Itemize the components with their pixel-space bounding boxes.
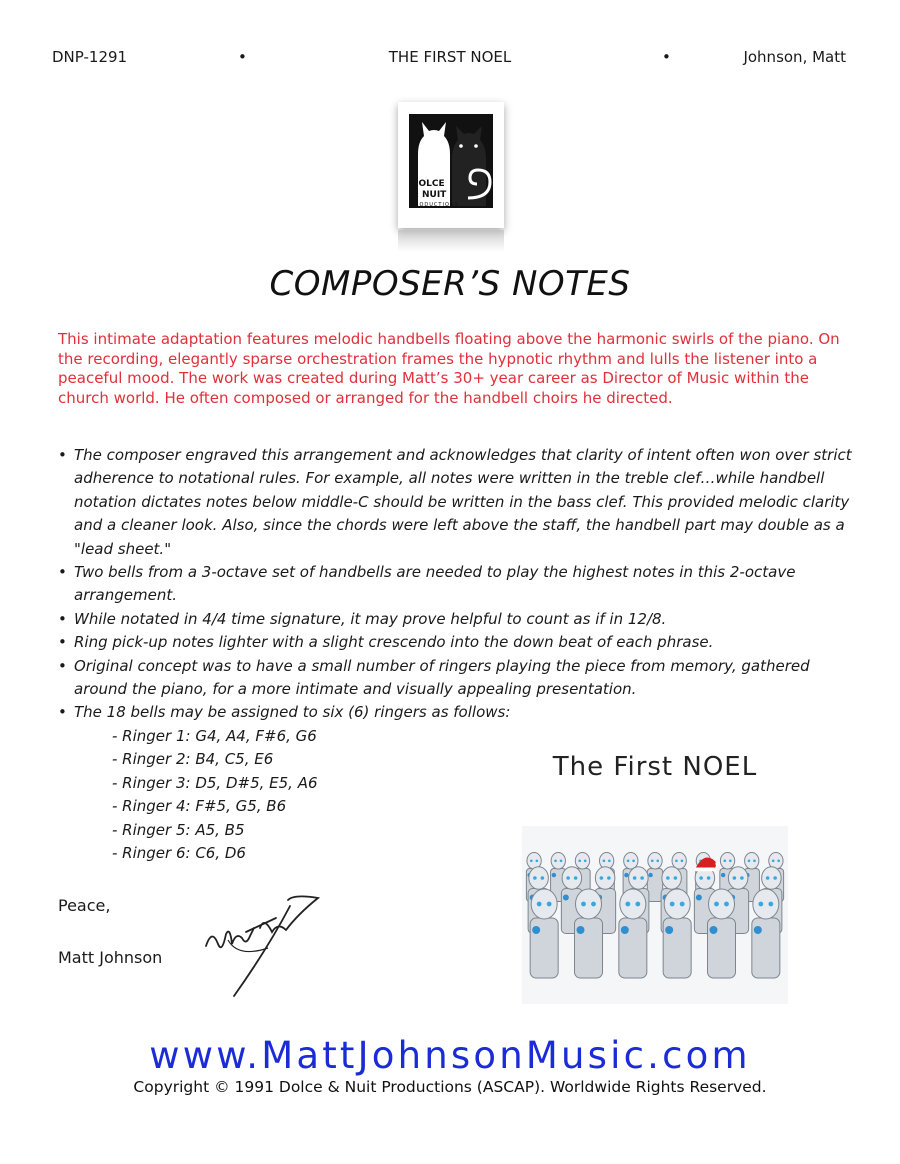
list-item-text: The 18 bells may be assigned to six (6) ringers as follows: [74, 703, 511, 722]
closing-salutation: Peace, [58, 896, 111, 915]
list-item: • While notated in 4/4 time signature, it may prove helpful to count as if in 12/8. [58, 608, 858, 631]
copyright-notice: Copyright © 1991 Dolce & Nuit Productions (ASCAP). Worldwide Rights Reserved. [133, 1078, 767, 1096]
svg-text:DOLCE: DOLCE [411, 179, 445, 189]
header-separator: • [238, 48, 247, 66]
ringer-item: - Ringer 4: F#5, G5, B6 [112, 797, 287, 816]
header-author: Johnson, Matt [743, 48, 846, 66]
svg-text:PRODUCTIONS: PRODUCTIONS [411, 202, 459, 208]
ringer-item: - Ringer 2: B4, C5, E6 [112, 750, 274, 769]
page-title: COMPOSER’S NOTES [269, 264, 631, 304]
signer-name: Matt Johnson [58, 948, 163, 967]
robot-choir-icon [522, 826, 788, 1004]
list-item: • Two bells from a 3-octave set of handbells are needed to play the highest notes in this 2-octave arrangement. [58, 561, 858, 608]
ringer-item: - Ringer 1: G4, A4, F#6, G6 [112, 726, 317, 745]
list-item: • The composer engraved this arrangement and acknowledges that clarity of intent often won over strict adherence to notational rules. For example, all notes were written in the treble clef…while handbell notation dictates notes below middle-C should be written in the bass clef. This provided melodic clarity and a cleaner look. Also, since the chords were left above the staff, the handbell part may double as a "lead sheet." [58, 444, 858, 561]
album-cover-image [522, 826, 788, 1004]
ringer-item: - Ringer 6: C6, D6 [112, 843, 246, 862]
publisher-logo [392, 102, 510, 252]
catalog-code: DNP-1291 [52, 48, 128, 66]
website-link[interactable]: www.MattJohnsonMusic.com [149, 1034, 751, 1077]
signature-icon [198, 888, 328, 1000]
ringer-item: - Ringer 3: D5, D#5, E5, A6 [112, 773, 318, 792]
logo-reflection [398, 230, 504, 252]
ringer-item: - Ringer 5: A5, B5 [112, 820, 245, 839]
intro-paragraph: This intimate adaptation features melodic handbells floating above the harmonic swirls of the piano. On the recording, elegantly sparse orchestration frames the hypnotic rhythm and lulls the listener into a peaceful mood. The work was created during Matt’s 30+ year career as Director of Music within the church world. He often composed or arranged for the handbell choirs he directed. [58, 330, 840, 407]
list-item: • Original concept was to have a small number of ringers playing the piece from memory, gathered around the piano, for a more intimate and visually appealing presentation. [58, 655, 858, 702]
cats-logo-icon [398, 102, 504, 228]
notes-list [58, 444, 858, 865]
album-title: The First NOEL [552, 752, 758, 782]
page-header [0, 48, 900, 70]
header-separator: • [662, 48, 671, 66]
list-item: • Ring pick-up notes lighter with a slight crescendo into the down beat of each phrase. [58, 631, 858, 654]
svg-text:& NUIT: & NUIT [411, 190, 447, 200]
header-piece-title: THE FIRST NOEL [388, 48, 512, 66]
